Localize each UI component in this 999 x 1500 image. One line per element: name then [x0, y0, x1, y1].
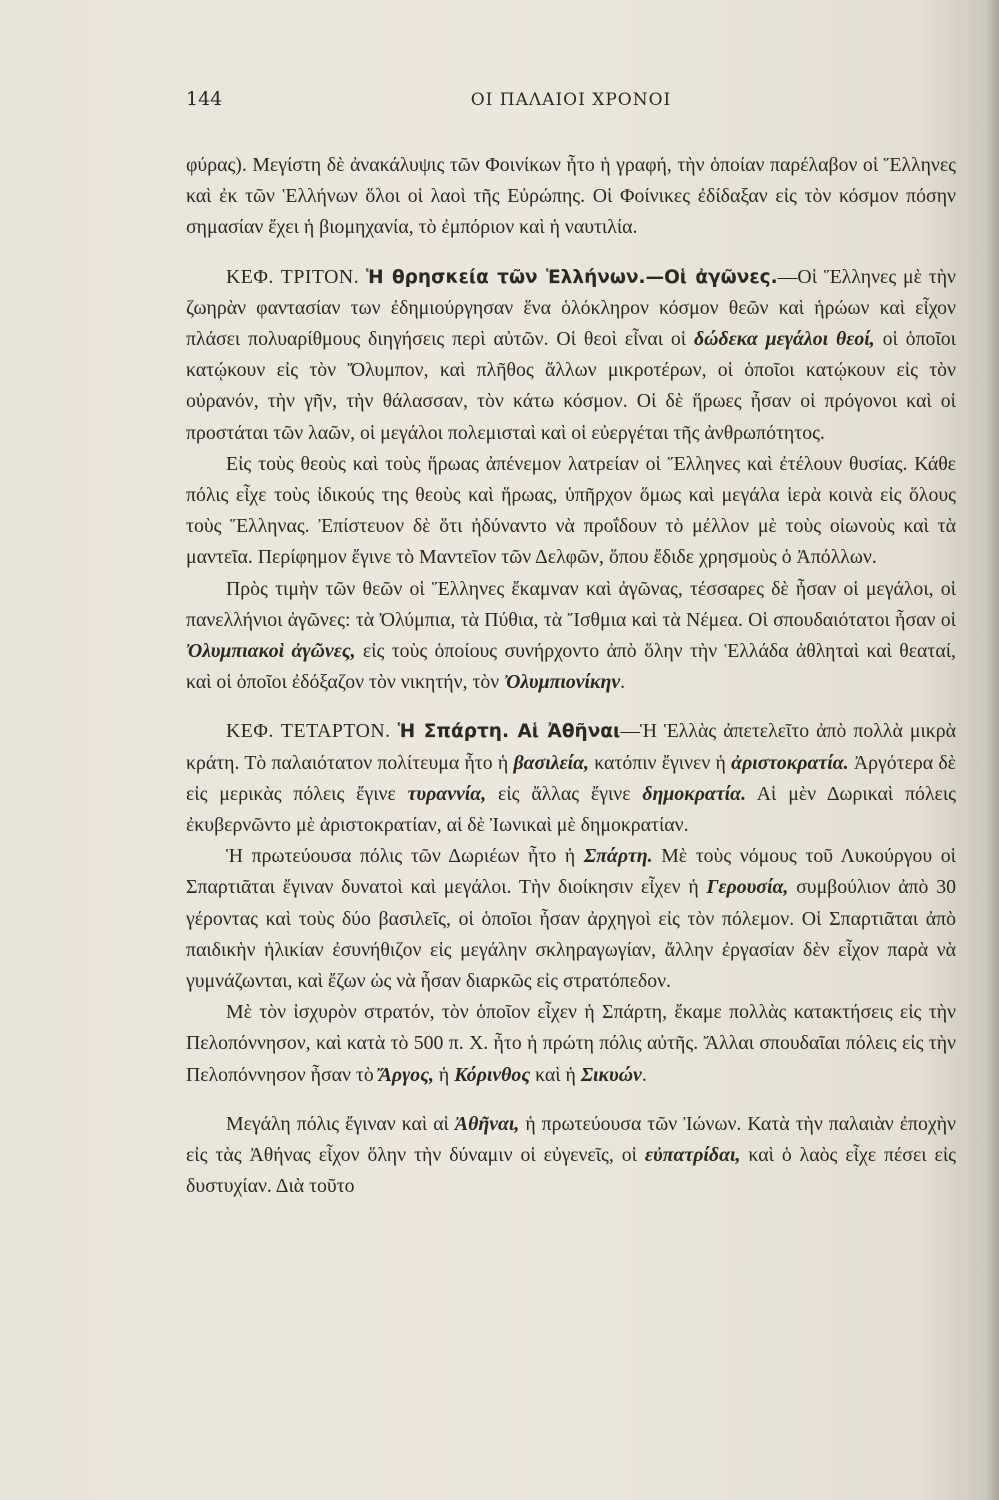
- emphasized-term: εὐπατρίδαι,: [644, 1144, 741, 1167]
- page-edge: [985, 0, 999, 1500]
- emphasized-term: Ἄργος,: [378, 1063, 434, 1086]
- paragraph-athens: Μεγάλη πόλις ἔγιναν καὶ αἱ Ἀθῆναι, ἡ πρωτεύουσα τῶν Ἰώνων. Κατὰ τὴν παλαιὰν ἐποχὴν εἰς τὰς Ἀθήνας εἶχον ὅλην τὴν δύναμιν οἱ εὐγενεῖς, οἱ εὐπατρίδαι, καὶ ὁ λαὸς εἶχε πέσει εἰς δυστυχίαν. Διὰ τοῦτο: [186, 1112, 956, 1198]
- emphasized-term: Κόρινθος: [454, 1063, 531, 1086]
- emphasized-term: Ἀθῆναι,: [454, 1112, 520, 1135]
- paragraph-religion-chapter: ΚΕΦ. ΤΡΙΤΟΝ. Ἡ θρησκεία τῶν Ἑλλήνων.—Οἱ ἀγῶνες.—Οἱ Ἕλληνες μὲ τὴν ζωηρὰν φαντασίαν των ἐδημιούργησαν ἕνα ὁλόκληρον κόσμον θεῶν καὶ ἡρώων καὶ εἶχον πλάσει πολυαρίθμους διηγήσεις περὶ αὐτῶν. Οἱ θεοὶ εἶναι οἱ δώδεκα μεγάλοι θεοί, οἱ ὁποῖοι κατῴκουν εἰς τὸν Ὄλυμπον, καὶ πλῆθος ἄλλων μικροτέρων, οἱ ὁποῖοι κατῴκουν εἰς τὸν οὐρανόν, τὴν γῆν, τὴν θάλασσαν, τὸν κάτω κόσμον. Οἱ δὲ ἥρωες ἦσαν οἱ πρόγονοι καὶ οἱ προστάται τῶν λαῶν, οἱ μεγάλοι πολεμισταὶ καὶ οἱ εὐεργέται τῆς ἀνθρωπότητος.: [186, 265, 956, 444]
- chapter-heading: Ἡ θρησκεία τῶν Ἑλλήνων.—Οἱ ἀγῶνες.: [366, 266, 778, 288]
- emphasized-term: δημοκρατία.: [642, 782, 747, 805]
- paragraph-worship: Εἰς τοὺς θεοὺς καὶ τοὺς ἥρωας ἀπένεμον λατρείαν οἱ Ἕλληνες καὶ ἐτέλουν θυσίας. Κάθε πόλις εἶχε τοὺς ἰδικούς της θεοὺς καὶ ἥρωας, ὑπῆρχον ὅμως καὶ μεγάλα ἱερὰ κοινὰ εἰς ὅλους τοὺς Ἕλληνας. Ἐπίστευον δὲ ὅτι ἠδύναντο νὰ προΐδουν τὸ μέλλον μὲ τοὺς οἰωνοὺς καὶ τὰ μαντεῖα. Περίφημον ἔγινε τὸ Μαντεῖον τῶν Δελφῶν, ὅπου ἔδιδε χρησμοὺς ὁ Ἀπόλλων.: [186, 452, 956, 569]
- body-text: [186, 150, 956, 1203]
- emphasized-term: τυραννία,: [407, 782, 487, 805]
- paragraph-sparta-athens-chapter: ΚΕΦ. ΤΕΤΑΡΤΟΝ. Ἡ Σπάρτη. Αἱ Ἀθῆναι—Ἡ Ἑλλὰς ἀπετελεῖτο ἀπὸ πολλὰ μικρὰ κράτη. Τὸ παλαιότατον πολίτευμα ἦτο ἡ βασιλεία, κατόπιν ἔγινεν ἡ ἀριστοκρατία. Ἀργότερα δὲ εἰς μερικὰς πόλεις ἔγινε τυραννία, εἰς ἄλλας ἔγινε δημοκρατία. Αἱ μὲν Δωρικαὶ πόλεις ἐκυβερνῶντο μὲ ἀριστοκρατίαν, αἱ δὲ Ἰωνικαὶ μὲ δημοκρατίαν.: [186, 720, 956, 837]
- emphasized-term: ἀριστοκρατία.: [731, 751, 849, 774]
- emphasized-term: βασιλεία,: [513, 751, 589, 774]
- chapter-heading: Ἡ Σπάρτη. Αἱ Ἀθῆναι: [397, 721, 621, 743]
- paragraph-peloponnese: Μὲ τὸν ἰσχυρὸν στρατόν, τὸν ὁποῖον εἶχεν ἡ Σπάρτη, ἔκαμε πολλὰς κατακτήσεις εἰς τὴν Πελοπόννησον, καὶ κατὰ τὸ 500 π. Χ. ἦτο ἡ πρώτη πόλις αὐτῆς. Ἄλλαι σπουδαῖαι πόλεις εἰς τὴν Πελοπόννησον ἦσαν τὸ Ἄργος, ἡ Κόρινθος καὶ ἡ Σικυών.: [186, 1001, 956, 1086]
- paragraph-games: Πρὸς τιμὴν τῶν θεῶν οἱ Ἕλληνες ἔκαμναν καὶ ἀγῶνας, τέσσαρες δὲ ἦσαν οἱ μεγάλοι, οἱ πανελλήνιοι ἀγῶνες: τὰ Ὀλύμπια, τὰ Πύθια, τὰ Ἴσθμια καὶ τὰ Νέμεα. Οἱ σπουδαιότατοι ἦσαν οἱ Ὀλυμπιακοὶ ἀγῶνες, εἰς τοὺς ὁποίους συνήρχοντο ἀπὸ ὅλην τὴν Ἑλλάδα ἀθληταὶ καὶ θεαταί, καὶ οἱ ὁποῖοι ἐδόξαζον τὸν νικητήν, τὸν Ὀλυμπιονίκην.: [186, 577, 956, 694]
- emphasized-term: δώδεκα μεγάλοι θεοί,: [694, 328, 875, 351]
- running-title: ΟΙ ΠΑΛΑΙΟΙ ΧΡΟΝΟΙ: [470, 90, 672, 110]
- emphasized-term: Γερουσία,: [706, 876, 789, 899]
- paragraph-phoenicians: φύρας). Μεγίστη δὲ ἀνακάλυψις τῶν Φοινίκων ἦτο ἡ γραφή, τὴν ὁποίαν παρέλαβον οἱ Ἕλληνες καὶ ἐκ τῶν Ἑλλήνων ὅλοι οἱ λαοὶ τῆς Εὐρώπης. Οἱ Φοίνικες ἐδίδαξαν εἰς τὸν κόσμον πόσην σημασίαν ἔχει ἡ βιομηχανία, τὸ ἐμπόριον καὶ ἡ ναυτιλία.: [186, 154, 956, 239]
- paragraph-sparta: Ἡ πρωτεύουσα πόλις τῶν Δωριέων ἦτο ἡ Σπάρτη. Μὲ τοὺς νόμους τοῦ Λυκούργου οἱ Σπαρτιᾶται ἔγιναν δυνατοὶ καὶ μεγάλοι. Τὴν διοίκησιν εἶχεν ἡ Γερουσία, συμβούλιον ἀπὸ 30 γέροντας καὶ τοὺς δύο βασιλεῖς, οἱ ὁποῖοι ἦσαν ἀρχηγοὶ εἰς τὸν πόλεμον. Οἱ Σπαρτιᾶται ἀπὸ παιδικὴν ἡλικίαν ἐσυνήθιζον εἰς μεγάλην σκληραγωγίαν, ἄλλην ἐργασίαν δὲν εἶχον παρὰ νὰ γυμνάζωνται, καὶ ἔζων ὡς νὰ ἦσαν διαρκῶς εἰς στρατόπεδον.: [186, 845, 956, 993]
- page-number: 144: [186, 88, 223, 110]
- emphasized-term: Σικυών: [580, 1063, 642, 1086]
- emphasized-term: Σπάρτη.: [583, 845, 653, 868]
- chapter-label: ΚΕΦ. ΤΕΤΑΡΤΟΝ.: [226, 720, 391, 743]
- chapter-label: ΚΕΦ. ΤΡΙΤΟΝ.: [226, 265, 360, 288]
- emphasized-term: Ὀλυμπιονίκην: [504, 671, 621, 694]
- page-header: [186, 88, 956, 118]
- emphasized-term: Ὀλυμπιακοὶ ἀγῶνες,: [186, 640, 356, 663]
